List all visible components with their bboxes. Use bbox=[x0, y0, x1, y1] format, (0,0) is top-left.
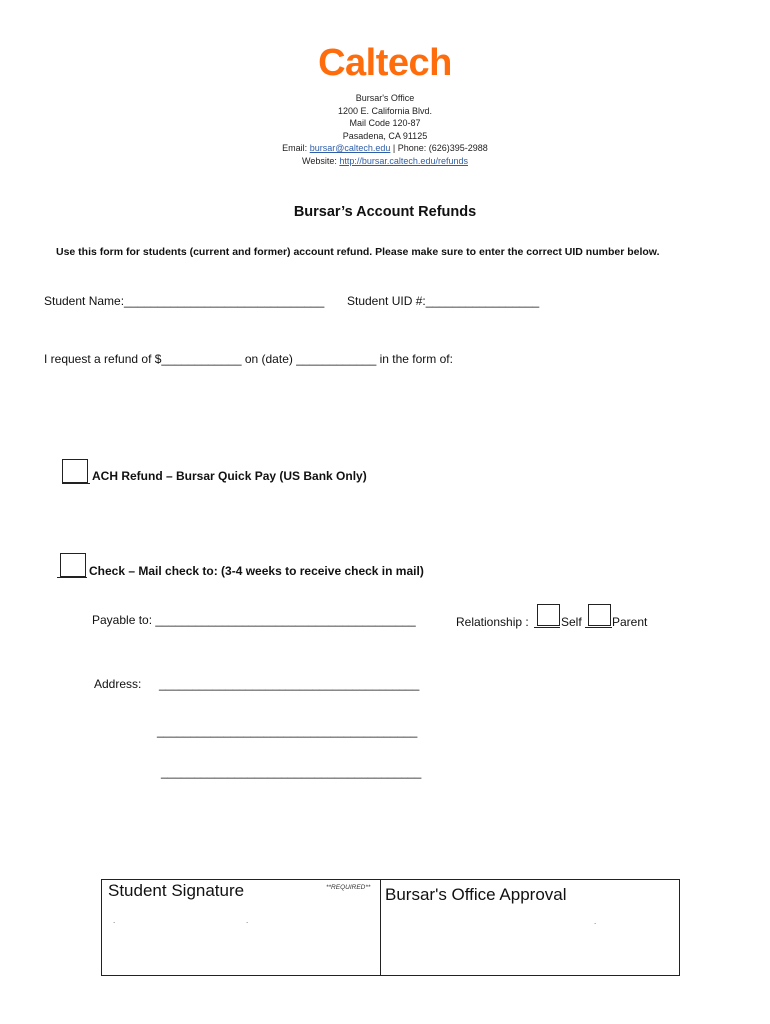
self-label: Self bbox=[561, 615, 582, 629]
check-option-label: Check – Mail check to: (3-4 weeks to receive check in mail) bbox=[89, 564, 424, 578]
website-link[interactable]: http://bursar.caltech.edu/refunds bbox=[339, 155, 468, 166]
contact-line bbox=[0, 142, 770, 155]
ach-checkbox[interactable] bbox=[62, 459, 88, 483]
city-state-zip: Pasadena, CA 91125 bbox=[342, 130, 428, 141]
street-address: 1200 E. California Blvd. bbox=[337, 105, 433, 116]
mail-code: Mail Code 120-87 bbox=[349, 118, 421, 128]
signature-mark-left: . bbox=[113, 916, 116, 925]
signature-divider bbox=[380, 879, 381, 975]
payable-to-field[interactable]: Payable to: _______________________________________ bbox=[92, 613, 416, 627]
check-checkbox-underline bbox=[57, 577, 87, 578]
student-name-field[interactable]: Student Name:______________________________ bbox=[44, 294, 325, 308]
signature-mark-mid: . bbox=[246, 916, 249, 925]
refund-request-line[interactable]: I request a refund of $____________ on (date) ____________ in the form of: bbox=[44, 352, 453, 366]
address-label: Address: bbox=[94, 677, 142, 691]
caltech-logo: Caltech bbox=[318, 42, 452, 84]
phone-text: | Phone: (626)395-2988 bbox=[390, 143, 488, 153]
parent-label: Parent bbox=[612, 615, 648, 629]
ach-option-label: ACH Refund – Bursar Quick Pay (US Bank Only) bbox=[92, 469, 367, 483]
website-line bbox=[0, 155, 770, 168]
address-line-2[interactable]: _______________________________________ bbox=[157, 724, 418, 738]
form-title: Bursar’s Account Refunds bbox=[293, 204, 477, 220]
parent-checkbox-underline bbox=[585, 627, 612, 628]
student-signature-area[interactable] bbox=[120, 905, 375, 965]
email-link[interactable]: bursar@caltech.edu bbox=[309, 143, 391, 153]
self-checkbox-underline bbox=[534, 627, 560, 628]
email-label: Email: bbox=[282, 143, 308, 153]
student-signature-label: Student Signature bbox=[108, 881, 245, 900]
website-label: Website: bbox=[302, 155, 337, 166]
required-note: **REQUIRED** bbox=[326, 884, 371, 891]
check-checkbox[interactable] bbox=[60, 553, 86, 577]
self-checkbox[interactable] bbox=[537, 604, 560, 626]
bursar-approval-area[interactable] bbox=[385, 910, 673, 970]
parent-checkbox[interactable] bbox=[588, 604, 611, 626]
student-uid-field[interactable]: Student UID #:_________________ bbox=[347, 294, 540, 308]
address-line-3[interactable]: _______________________________________ bbox=[161, 765, 422, 779]
approval-mark: . bbox=[594, 917, 597, 926]
ach-checkbox-underline bbox=[62, 483, 90, 484]
bursar-approval-label: Bursar's Office Approval bbox=[385, 885, 567, 904]
relationship-label: Relationship : bbox=[456, 615, 529, 629]
form-instructions: Use this form for students (current and former) account refund. Please make sure to enter the correct UID number below. bbox=[56, 246, 660, 258]
address-line-1[interactable]: _______________________________________ bbox=[159, 677, 420, 691]
office-name: Bursar's Office bbox=[355, 93, 415, 103]
